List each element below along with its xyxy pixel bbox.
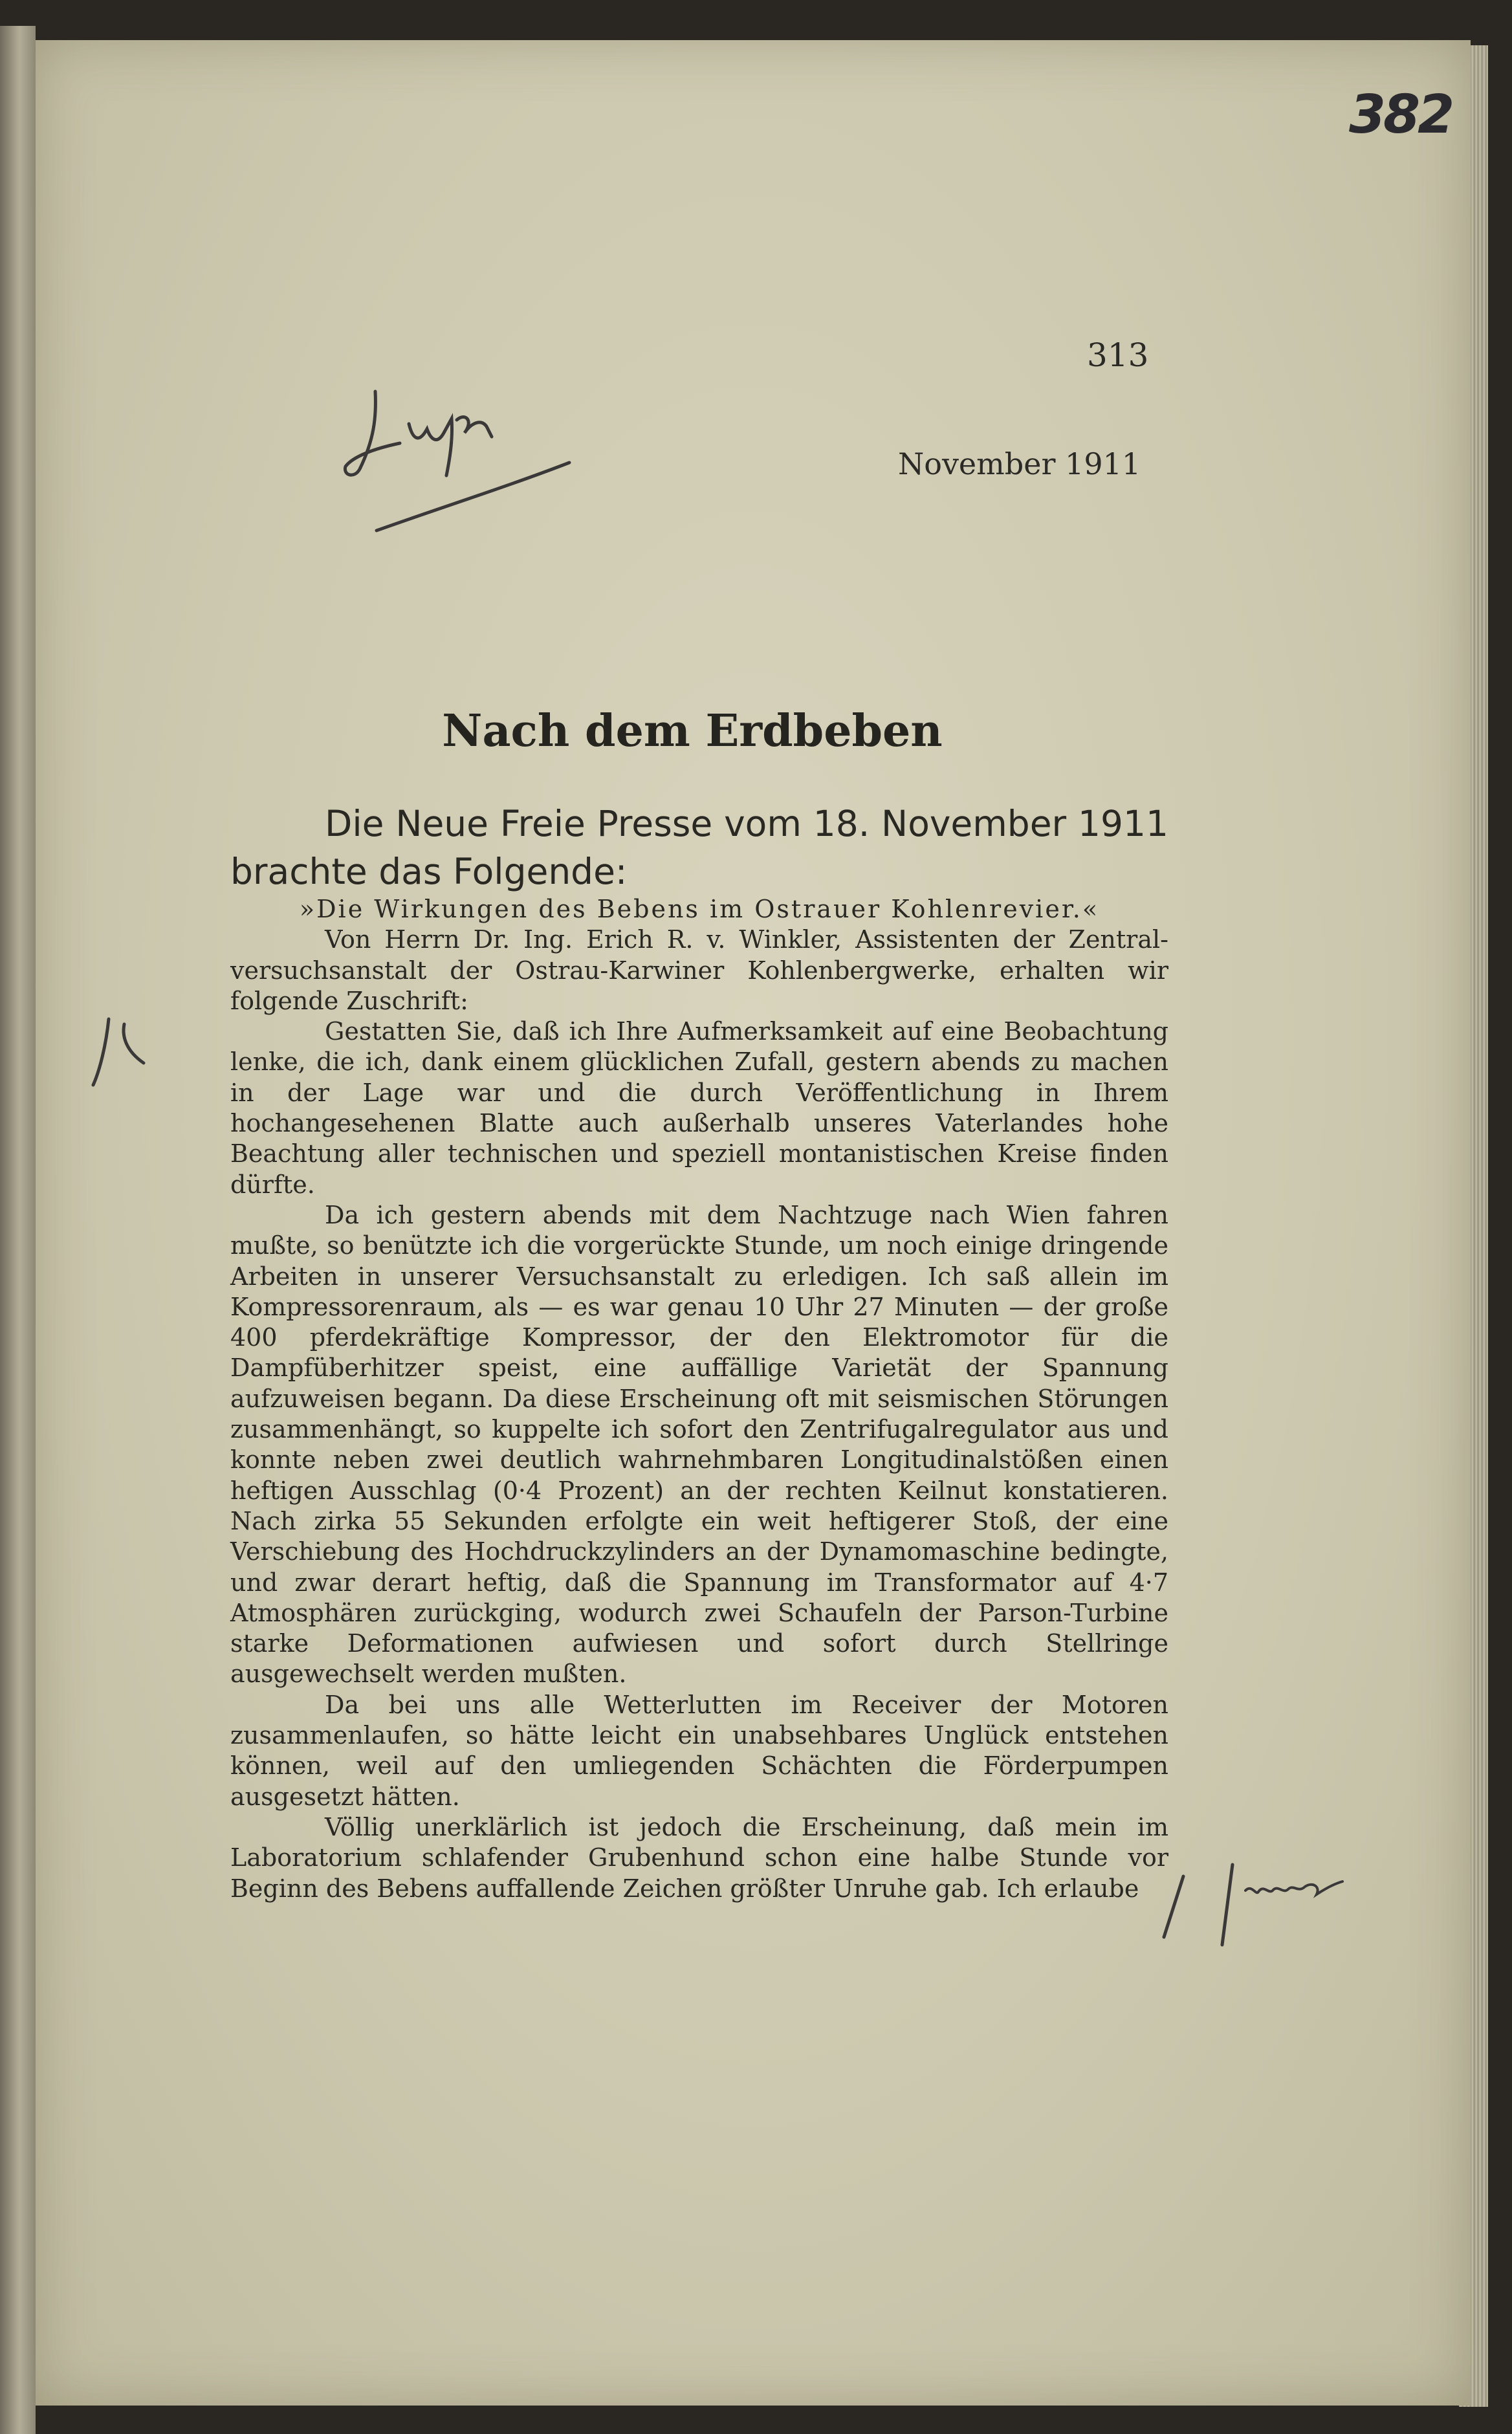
article-paragraph: Von Herrn Dr. Ing. Erich R. v. Winkler, Assistenten der Zentral-versuchsanstalt der Ostrau-Karwiner Kohlenbergwerke, erhalten wir folgende Zuschrift: <box>230 925 1168 1015</box>
article-paragraph: Völlig unerklärlich ist jedoch die Erscheinung, daß mein im Laboratorium schlafender Grubenhund schon eine halbe Stunde vor Beginn des Bebens auffallende Zeichen größter Unruhe gab. Ich erlaube <box>230 1812 1168 1903</box>
article-body <box>230 894 1168 1904</box>
article-paragraph: Da bei uns alle Wetterlutten im Receiver der Motoren zusammenlaufen, so hätte leicht ein unabsehbares Unglück entstehen können, weil auf den umliegenden Schächten die Förderpumpen ausgesetzt hätten. <box>230 1690 1168 1811</box>
intro-sentence: Die Neue Freie Presse vom 18. November 1911 brachte das Folgende: <box>230 803 1168 892</box>
book-spine <box>0 26 36 2434</box>
article-title: Nach dem Erdbeben <box>442 705 943 757</box>
page-number: 313 <box>1087 336 1149 374</box>
article-paragraph: Gestatten Sie, daß ich Ihre Aufmerksamkeit auf eine Beobachtung lenke, die ich, dank einem glücklichen Zufall, gestern abends zu machen in der Lage war und die durch Veröffentlichung in Ihrem hochangesehenen Blatte auch außerhalb unseres Vaterlandes hohe Beachtung aller technischen und speziell montanistischen Kreise finden dürfte. <box>230 1017 1168 1199</box>
archive-folio-number: 382 <box>1349 84 1452 146</box>
article-paragraph: Da ich gestern abends mit dem Nachtzuge nach Wien fahren mußte, so benützte ich die vorgerückte Stunde, um noch einige dringende Arbeiten in unserer Versuchsanstalt zu erledigen. Ich saß allein im Kompressorenraum, als — es war genau 10 Uhr 27 Minuten — der große 400 pferdekräftige Kompressor, der den Elektromotor für die Dampfüberhitzer speist, eine auffällige Varietät der Spannung aufzuweisen begann. Da diese Erscheinung oft mit seismischen Störungen zusammenhängt, so kuppelte ich sofort den Zentrifugalregulator aus und konnte neben zwei deutlich wahrnehmbaren Longitudinalstößen einen heftigen Ausschlag (0·4 Prozent) an der rechten Keilnut konstatieren. Nach zirka 55 Sekunden erfolgte ein weit heftigerer Stoß, der eine Verschiebung des Hochdruckzylinders an der Dynamomaschine bedingte, und zwar derart heftig, daß die Spannung im Transformator auf 4·7 Atmosphären zurückging, wodurch zwei Schaufeln der Parson-Turbine starke Deformationen aufwiesen und sofort durch Stellringe ausgewechselt werden mußten. <box>230 1200 1168 1689</box>
article-subheading: »Die Wirkungen des Bebens im Ostrauer Kohlenrevier.« <box>299 895 1100 923</box>
date-line: November 1911 <box>898 446 1141 481</box>
